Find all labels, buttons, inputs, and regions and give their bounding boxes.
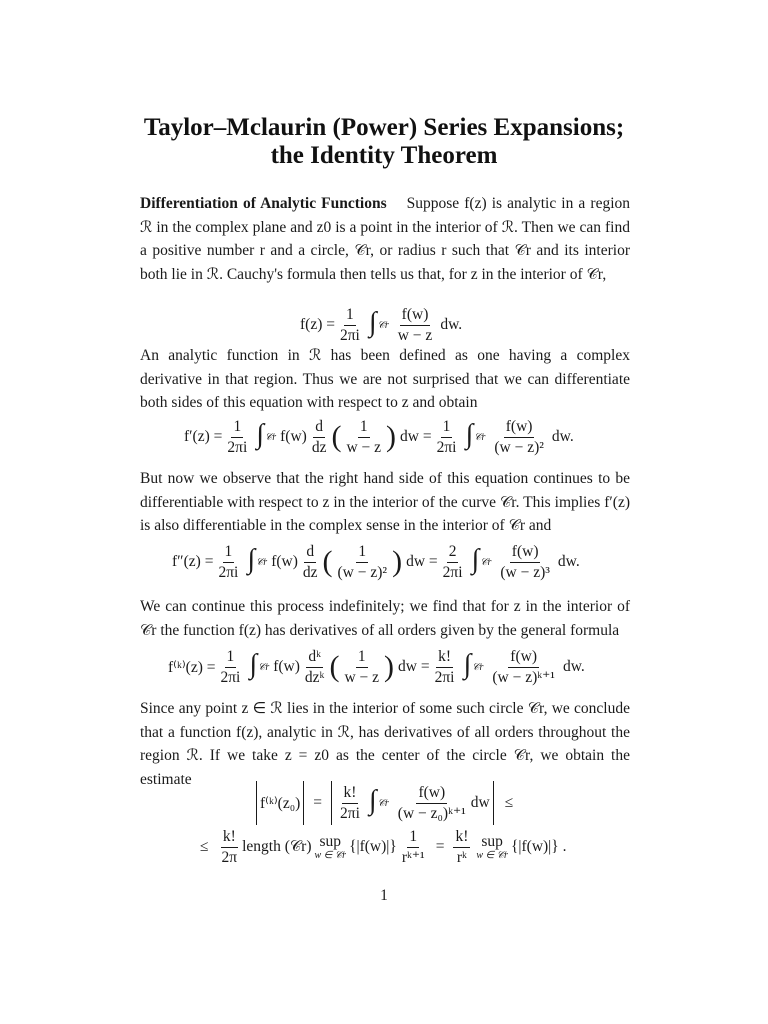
math-token: 𝒞r bbox=[480, 556, 492, 568]
math-token: f″(z) = bbox=[172, 553, 214, 571]
math-token: 2πi bbox=[436, 438, 457, 456]
equation-estimate-line-1 bbox=[253, 781, 513, 825]
math-token: (w − z)² bbox=[494, 438, 544, 456]
paragraph-1 bbox=[140, 192, 630, 287]
math-token: 𝒞r bbox=[264, 431, 277, 443]
math-token: f(w) bbox=[280, 428, 307, 446]
eq1-tail: dw. bbox=[440, 316, 463, 334]
paragraph-4 bbox=[140, 595, 630, 642]
math-token: (w − z)² bbox=[337, 563, 388, 581]
fraction bbox=[490, 648, 557, 687]
paragraph-3 bbox=[140, 467, 630, 538]
math-token: 𝒞r bbox=[472, 661, 484, 673]
math-token: dz bbox=[302, 563, 318, 581]
parenthesis: ) bbox=[392, 545, 403, 579]
math-token: k! bbox=[342, 784, 359, 804]
eq2-coefficient bbox=[225, 418, 249, 457]
math-token: k! bbox=[221, 828, 238, 848]
math-token: 1 bbox=[358, 418, 370, 438]
math-token: 1 bbox=[344, 306, 356, 326]
parenthesis: ) bbox=[384, 650, 395, 684]
page-title-line-1: Taylor–Mclaurin (Power) Series Expansions; bbox=[143, 114, 625, 141]
math-token: dᵏ bbox=[306, 648, 323, 668]
fraction bbox=[492, 418, 546, 457]
math-token: dw = bbox=[398, 658, 430, 676]
fraction bbox=[220, 828, 240, 867]
math-token: sup bbox=[319, 833, 342, 851]
math-token: w ∈ 𝒞r bbox=[314, 850, 347, 862]
math-token: dw = bbox=[400, 428, 432, 446]
paragraph-2 bbox=[140, 344, 630, 415]
math-token: 2 bbox=[447, 543, 459, 563]
math-token: dw. bbox=[557, 553, 580, 571]
fraction bbox=[301, 543, 320, 582]
math-token: (w − z₀)ᵏ⁺¹ bbox=[397, 804, 466, 822]
absolute-value-bar bbox=[256, 781, 257, 825]
math-token: f(w) bbox=[416, 784, 447, 804]
math-token: Since any point z ∈ ℛ lies in the interior of some such circle 𝒞r, we conclude that a function f(z), analytic in ℛ, has derivatives of all orders throughout the region ℛ. If we take z = z0 as the center of the circle 𝒞r, we obtain the estimate bbox=[140, 700, 630, 789]
eq1-lhs: f(z) = bbox=[300, 316, 335, 334]
parenthesis: ( bbox=[322, 545, 333, 579]
math-token: f(w) bbox=[510, 543, 541, 563]
math-token: ≤ bbox=[504, 794, 514, 811]
math-token: 1 bbox=[356, 648, 368, 668]
integral-sign: ∫ bbox=[368, 785, 377, 816]
math-token: f(w) bbox=[273, 658, 300, 676]
math-token: 𝒞r bbox=[256, 556, 268, 568]
math-token: w − z bbox=[346, 438, 382, 456]
math-token: k! bbox=[436, 648, 453, 668]
integral-sign: ∫ bbox=[465, 419, 474, 451]
fraction bbox=[441, 543, 465, 582]
math-token: sup bbox=[481, 833, 503, 851]
supremum bbox=[315, 833, 347, 861]
math-token: = bbox=[313, 794, 323, 811]
eq1-contour: 𝒞r bbox=[377, 319, 389, 331]
integral-sign: ∫ bbox=[463, 649, 472, 681]
fraction bbox=[216, 543, 240, 582]
math-token: k! bbox=[453, 828, 470, 848]
math-token: 1 bbox=[225, 648, 237, 668]
fraction bbox=[303, 648, 327, 687]
math-token: 1 bbox=[441, 418, 453, 438]
fraction bbox=[338, 784, 362, 823]
math-token: dw. bbox=[562, 658, 585, 676]
page-title-line-2: the Identity Theorem bbox=[270, 142, 498, 169]
equation-first-derivative bbox=[184, 418, 574, 457]
absolute-value-bar bbox=[331, 781, 332, 825]
math-token: d bbox=[313, 418, 325, 438]
math-token: 2πi bbox=[434, 668, 455, 686]
equation-second-derivative bbox=[172, 543, 580, 582]
equation-kth-derivative bbox=[168, 648, 585, 687]
fraction bbox=[218, 648, 242, 687]
equation-cauchy-formula bbox=[300, 306, 462, 345]
parenthesis: ( bbox=[329, 650, 340, 684]
supremum bbox=[476, 833, 508, 861]
fraction bbox=[433, 648, 457, 687]
fraction bbox=[336, 543, 390, 582]
math-token: 1 bbox=[407, 828, 419, 848]
math-token: = bbox=[435, 838, 445, 856]
math-token: (w − z)³ bbox=[500, 563, 550, 581]
fraction bbox=[344, 418, 383, 457]
eq2-lhs: f′(z) = bbox=[184, 428, 223, 446]
math-token: An analytic function in ℛ has been defined as one having a complex derivative in that region. Thus we are not surprised that we can differentiate both sides of this equation with respect to z and obtain bbox=[140, 347, 630, 412]
math-token: w − z bbox=[397, 326, 433, 344]
math-token: dz bbox=[311, 438, 327, 456]
integral-sign: ∫ bbox=[249, 649, 258, 681]
math-token: 1 bbox=[356, 543, 368, 563]
eq1-coefficient bbox=[338, 306, 362, 345]
math-token: dw = bbox=[406, 553, 438, 571]
math-token: w ∈ 𝒞r bbox=[476, 850, 508, 862]
absolute-value-bar bbox=[303, 781, 304, 825]
math-token: f⁽ᵏ⁾(z₀) bbox=[260, 794, 301, 812]
math-token: f(w) bbox=[504, 418, 535, 438]
math-token: f⁽ᵏ⁾(z) = bbox=[168, 658, 216, 676]
integral-sign: ∫ bbox=[247, 544, 255, 576]
math-token: 1 bbox=[231, 418, 243, 438]
integral-sign: ∫ bbox=[471, 544, 480, 576]
eq1-integrand bbox=[396, 306, 435, 345]
paragraph-5 bbox=[140, 697, 630, 792]
math-token: f(w) bbox=[271, 553, 298, 571]
math-token: {|f(w)|} bbox=[349, 838, 397, 856]
fraction bbox=[498, 543, 552, 582]
math-token: 2πi bbox=[339, 326, 360, 344]
math-token: (w − z)ᵏ⁺¹ bbox=[492, 668, 555, 686]
section-heading: Differentiation of Analytic Functions bbox=[140, 195, 387, 212]
fraction bbox=[400, 828, 427, 867]
math-token: 2πi bbox=[442, 563, 463, 581]
math-token: 𝒞r bbox=[474, 431, 486, 443]
math-token: dw bbox=[470, 794, 490, 811]
math-token: But now we observe that the right hand side of this equation continues to be differentiable with respect to z in the interior of the curve 𝒞r. This implies f′(z) is also differentiable in the complex sense in the interior of 𝒞r and bbox=[140, 470, 630, 535]
math-token: w − z bbox=[344, 668, 380, 686]
math-token: 𝒞r bbox=[377, 797, 389, 809]
paragraph-1-text: Suppose f(z) is analytic in a region ℛ in the complex plane and z0 is a point in the interior of ℛ. Then we can find a positive number r and a circle, 𝒞r, or radius r such that 𝒞r and its interior both lie in ℛ. Cauchy's formula then tells us that, for z in the interior of 𝒞r, bbox=[140, 195, 631, 284]
math-token: {|f(w)|} . bbox=[510, 838, 567, 856]
parenthesis: ( bbox=[331, 420, 342, 454]
fraction bbox=[310, 418, 329, 457]
integral-sign: ∫ bbox=[256, 419, 264, 451]
fraction bbox=[435, 418, 459, 457]
fraction bbox=[342, 648, 381, 687]
fraction bbox=[453, 828, 470, 867]
math-token: f(w) bbox=[400, 306, 431, 326]
parenthesis: ) bbox=[386, 420, 397, 454]
math-token: dzᵏ bbox=[304, 668, 325, 686]
absolute-value-bar bbox=[493, 781, 494, 825]
integral-sign: ∫ bbox=[368, 307, 377, 339]
math-token: dw. bbox=[551, 428, 574, 446]
fraction bbox=[396, 784, 468, 823]
math-token: rᵏ⁺¹ bbox=[401, 848, 425, 866]
math-token: ≤ bbox=[200, 838, 209, 856]
math-token: 2πi bbox=[227, 438, 248, 456]
math-token: 𝒞r bbox=[258, 661, 270, 673]
math-token: d bbox=[304, 543, 316, 563]
math-token: 2π bbox=[221, 848, 238, 866]
math-token: rᵏ bbox=[456, 848, 467, 866]
math-token: length (𝒞r) bbox=[242, 838, 312, 856]
math-token: 2πi bbox=[220, 668, 241, 686]
math-token: We can continue this process indefinitely; we find that for z in the interior of 𝒞r the function f(z) has derivatives of all orders given by the general formula bbox=[140, 598, 630, 639]
equation-estimate-line-2 bbox=[200, 828, 566, 867]
math-token: f(w) bbox=[508, 648, 539, 668]
math-token: 2πi bbox=[218, 563, 239, 581]
page-number: 1 bbox=[380, 887, 388, 904]
math-token: 2πi bbox=[340, 804, 360, 822]
math-token: 1 bbox=[223, 543, 235, 563]
